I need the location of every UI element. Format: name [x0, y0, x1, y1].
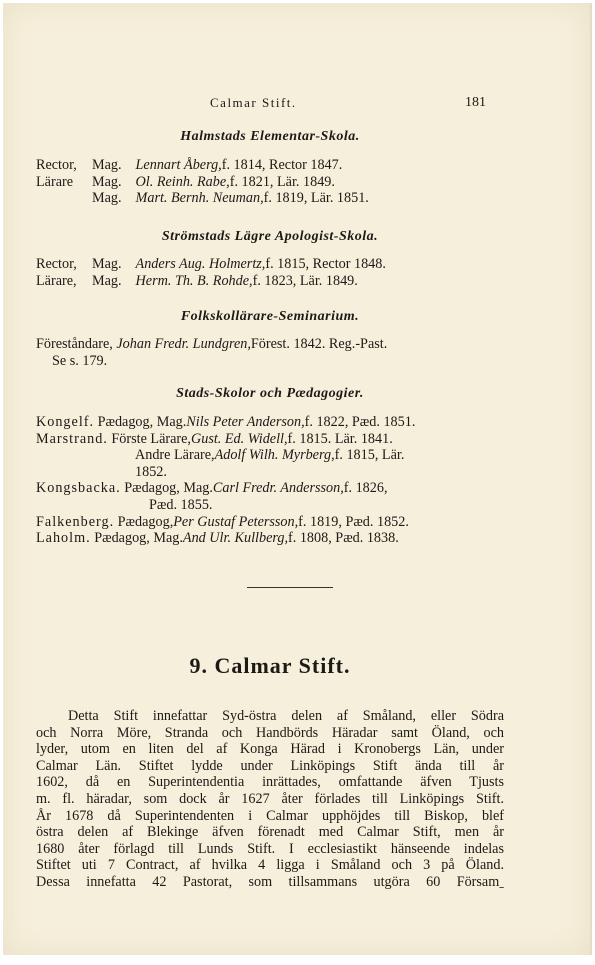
title: Mag. [92, 157, 122, 173]
role: Pædagog, Mag. [124, 480, 213, 497]
stromstad-staff-list [36, 256, 504, 289]
staff-line [36, 336, 504, 353]
person-name: And Ulr. Kullberg, [182, 530, 289, 547]
role-label [36, 190, 92, 207]
person-name: Mart. Bernh. Neuman, [135, 190, 264, 207]
place-name: Kongelf. [36, 414, 95, 430]
paragraph-line: Detta Stift innefattar Syd-östra delen af Småland, eller Södra [68, 708, 504, 724]
paragraph-line: Dessa innefatta 42 Pastorat, som tillsammans utgöra 60 Församˍ [36, 873, 504, 890]
place-name: Falkenberg. [36, 513, 115, 530]
dates: f. 1815. Lär. 1841. [287, 430, 393, 447]
role-label: Rector, [36, 256, 77, 272]
page-number: 181 [465, 95, 486, 110]
school-line [36, 480, 504, 497]
role: Förste Lärare, [111, 430, 191, 447]
dates: 1852. [135, 463, 167, 480]
section-heading-stromstad: Strömstads Lägre Apologist-Skola. [161, 229, 379, 244]
person-name: Herm. Th. B. Rohde, [135, 272, 253, 289]
person-name: Johan Fredr. Lundgren, [116, 336, 251, 352]
dates: f. 1808, Pæd. 1838. [288, 530, 399, 547]
dates: f. 1814, Rector 1847. [221, 157, 343, 173]
role: Pædagog, Mag. [94, 530, 183, 547]
staff-line [36, 174, 504, 191]
role: Andre Lärare, [135, 447, 215, 464]
title: Mag. [92, 173, 122, 190]
person-name: Carl Fredr. Andersson, [212, 480, 344, 497]
role-label: Lärare [36, 173, 74, 190]
paragraph-line: 1680 åter förlagd till Lunds Stift. I ecclesiastikt hänseende indelas [36, 840, 504, 857]
person-name: Nils Peter Anderson, [186, 414, 305, 430]
role: Pædagog, [117, 513, 174, 530]
place-name: Laholm. [36, 530, 91, 547]
paragraph-line: År 1678 då Superintendenten i Calmar upphöjdes till Biskop, blef [36, 807, 504, 824]
paragraph-line: 1602, då en Superintendentia inrättades, omfattande äfven Tjusts [36, 774, 504, 791]
person-name: Lennart Åberg, [135, 157, 222, 173]
cross-reference: Se s. 179. [52, 352, 108, 369]
dates: f. 1815, Rector 1848. [265, 256, 386, 272]
title: Mag. [92, 190, 122, 207]
paragraph-line: m. fl. häradar, som dock år 1627 åter förlades till Linköpings Stift. [36, 790, 504, 807]
school-line [36, 497, 504, 514]
halmstad-staff-list [36, 157, 504, 207]
school-line [36, 447, 504, 464]
dates: f. 1819, Lär. 1851. [263, 190, 369, 207]
school-line [36, 431, 504, 448]
person-name: Adolf Wilh. Myrberg, [214, 447, 335, 464]
seminarium-staff-list [36, 336, 504, 369]
section-heading-halmstad: Halmstads Elementar-Skola. [180, 129, 360, 144]
stads-skolor-list [36, 414, 504, 547]
role-label: Lärare, [36, 272, 77, 289]
school-line [36, 530, 504, 547]
dates: f. 1815, Lär. [334, 447, 405, 464]
paragraph-line: Stiftet uti 7 Contract, af hvilka 4 ligga i Småland och 3 på Öland. [36, 857, 504, 874]
section-heading-seminarium: Folkskollärare-Seminarium. [180, 309, 360, 324]
person-name: Gust. Ed. Widell, [190, 430, 288, 447]
place-name: Marstrand. [36, 430, 108, 447]
place-name: Kongsbacka. [36, 480, 121, 497]
school-line [36, 514, 504, 531]
role: Pædagog, Mag. [97, 414, 187, 430]
paragraph-line: lyder, utom en liten del af Konga Härad i Kronobergs Län, under [36, 741, 504, 758]
dates: f. 1823, Lär. 1849. [252, 272, 358, 289]
chapter-paragraph [36, 708, 504, 891]
dates: f. 1826, [343, 480, 388, 497]
title: Mag. [92, 272, 122, 289]
section-divider [247, 587, 333, 588]
paragraph-line: östra delen af Blekinge äfven förenadt med Calmar Stift, men år [36, 824, 504, 841]
staff-line [36, 256, 504, 273]
school-line [36, 464, 504, 481]
person-name: Anders Aug. Holmertz, [135, 256, 266, 272]
chapter-heading: 9. Calmar Stift. [189, 653, 351, 678]
dates: f. 1821, Lär. 1849. [229, 173, 335, 190]
school-line [36, 414, 504, 431]
book-page [3, 3, 592, 955]
title: Mag. [92, 256, 122, 272]
role-label: Rector, [36, 157, 77, 173]
person-name: Ol. Reinh. Rabe, [135, 173, 230, 190]
staff-line [36, 273, 504, 290]
running-title: Calmar Stift. [210, 95, 297, 110]
staff-line [36, 157, 504, 174]
section-heading-stads-skolor: Stads-Skolor och Pædagogier. [176, 386, 364, 401]
staff-line [36, 190, 504, 207]
dates: Förest. 1842. Reg.-Past. [250, 336, 388, 352]
role-label: Föreståndare, [36, 336, 113, 352]
staff-line [36, 353, 504, 370]
dates: Pæd. 1855. [149, 496, 213, 513]
paragraph-line: och Norra Möre, Stranda och Handbörds Häradar samt Öland, och [36, 724, 504, 741]
person-name: Per Gustaf Petersson, [173, 513, 299, 530]
dates: f. 1819, Pæd. 1852. [298, 513, 409, 530]
paragraph-line: Calmar Län. Stiftet lydde under Linköpings Stift ända till år [36, 757, 504, 774]
dates: f. 1822, Pæd. 1851. [304, 414, 416, 430]
